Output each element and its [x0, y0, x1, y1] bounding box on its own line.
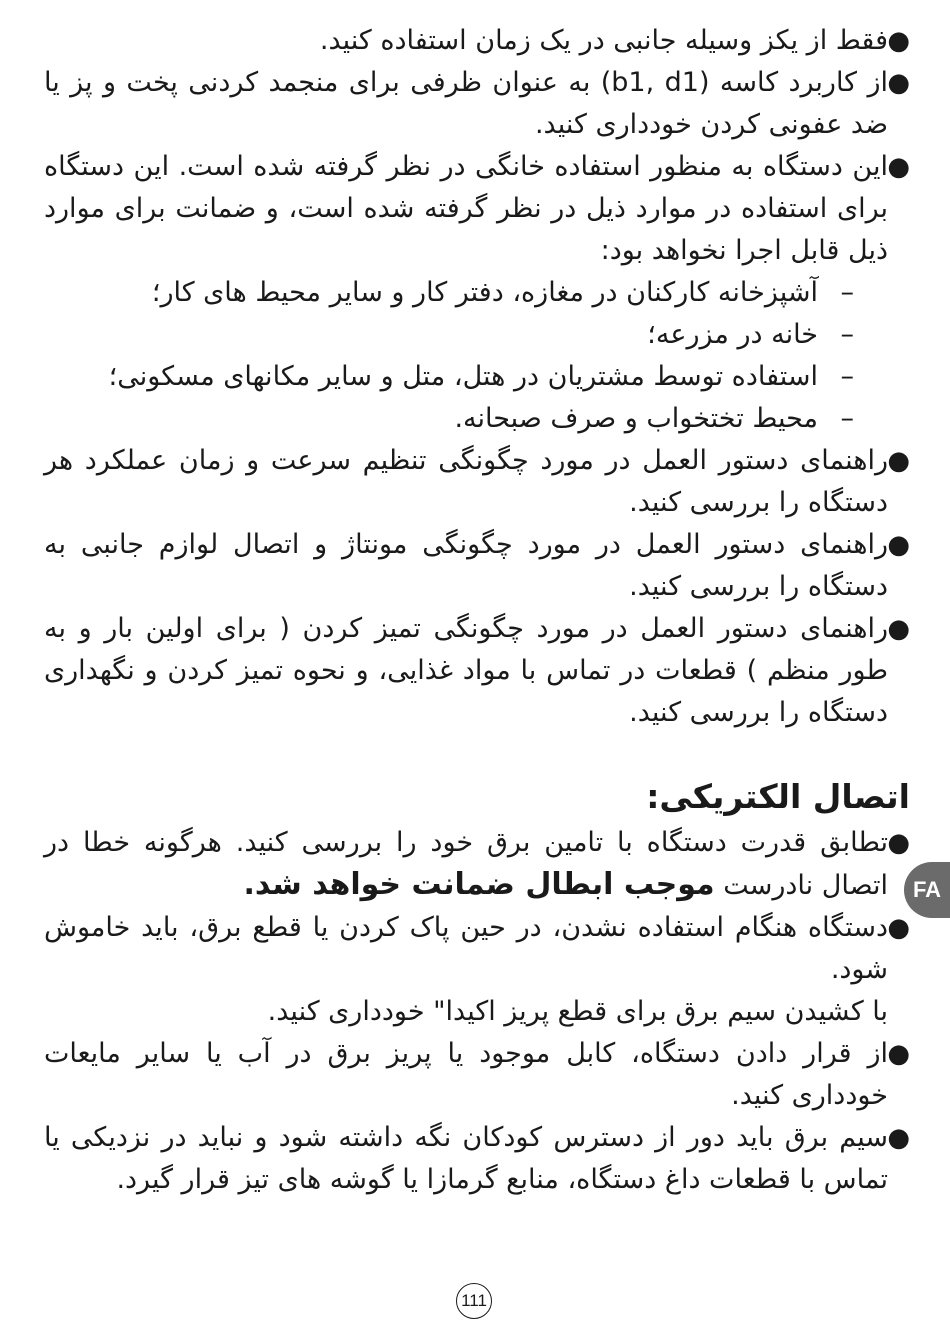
- electrical-item-text: دستگاه هنگام استفاده نشدن، در حین پاک کردن یا قطع برق، باید خاموش شود.: [44, 912, 888, 985]
- language-tab: FA: [904, 862, 950, 918]
- list-item: [44, 62, 910, 146]
- list-item: [44, 822, 910, 907]
- usage-sub-list: [44, 272, 910, 440]
- electrical-item-continuation: با کشیدن سیم برق برای قطع پریز اکیدا" خودداری کنید.: [267, 996, 888, 1027]
- bullet-icon: ●: [887, 614, 910, 644]
- list-item: [44, 146, 910, 272]
- bullet-icon: ●: [887, 1039, 910, 1069]
- section-title-electrical: اتصال الکتریکی:: [646, 777, 910, 816]
- sub-item-text: استفاده توسط مشتریان در هتل، متل و سایر مکانهای مسکونی؛: [108, 361, 818, 392]
- sub-item-text: آشپزخانه کارکنان در مغازه، دفتر کار و سایر محیط های کار؛: [151, 277, 818, 308]
- sub-list-item: [44, 314, 854, 356]
- electrical-item-text: سیم برق باید دور از دسترس کودکان نگه داشته شود و نباید در نزدیکی یا تماس با قطعات داغ دستگاه، منابع گرمازا یا گوشه های تیز قرار گیرد.: [44, 1122, 888, 1195]
- sub-list-item: [44, 272, 854, 314]
- page-number: 111: [456, 1283, 492, 1319]
- bullet-icon: ●: [887, 828, 910, 858]
- dash-marker: –: [840, 277, 854, 308]
- list-item: [44, 1117, 910, 1201]
- list-item: [44, 907, 910, 991]
- dash-marker: –: [840, 403, 854, 434]
- manual-item-text: راهنمای دستور العمل در مورد چگونگی تمیز کردن ( برای اولین بار و به طور منظم ) قطعات در تماس با مواد غذایی، و نحوه تمیز کردن و نگهداری دستگاه را بررسی کنید.: [44, 613, 888, 728]
- section-spacer: [44, 734, 910, 774]
- dash-marker: –: [840, 361, 854, 392]
- bullet-icon: ●: [887, 446, 910, 476]
- safety-item-text: فقط از یکز وسیله جانبی در یک زمان استفاده کنید.: [319, 25, 888, 56]
- safety-item-text: از کاربرد کاسه (b1, d1) به عنوان ظرفی برای منجمد کردنی پخت و پز یا ضد عفونی کردن خودداری کنید.: [44, 67, 888, 140]
- bullet-icon: ●: [887, 152, 910, 182]
- list-item: [44, 608, 910, 734]
- dash-marker: –: [840, 319, 854, 350]
- list-item: [44, 20, 910, 62]
- electrical-item-text: از قرار دادن دستگاه، کابل موجود یا پریز برق در آب یا سایر مایعات خودداری کنید.: [44, 1038, 888, 1111]
- list-item: [44, 440, 910, 524]
- manual-item-text: راهنمای دستور العمل در مورد چگونگی مونتاژ و اتصال لوازم جانبی به دستگاه را بررسی کنید.: [44, 529, 888, 602]
- safety-item-text: این دستگاه به منظور استفاده خانگی در نظر گرفته شده است. این دستگاه برای استفاده در موارد ذیل در نظر گرفته شده است، و ضمانت برای موارد ذیل قابل اجرا نخواهد بود:: [44, 151, 888, 266]
- list-item: [44, 1033, 910, 1117]
- list-item: [44, 524, 910, 608]
- warranty-void-warning: موجب ابطال ضمانت خواهد شد.: [243, 867, 715, 902]
- electrical-item-text: تطابق قدرت دستگاه با تامین برق خود را بررسی کنید. هرگونه خطا در اتصال نادرست: [44, 827, 888, 901]
- manual-item-text: راهنمای دستور العمل در مورد چگونگی تنظیم سرعت و زمان عملکرد هر دستگاه را بررسی کنید.: [44, 445, 888, 518]
- bullet-icon: ●: [887, 26, 910, 56]
- bullet-icon: ●: [887, 530, 910, 560]
- bullet-icon: ●: [887, 68, 910, 98]
- manual-page-body: [44, 20, 910, 1201]
- sub-item-text: خانه در مزرعه؛: [647, 319, 818, 350]
- sub-item-text: محیط تختخواب و صرف صبحانه.: [454, 403, 818, 434]
- sub-list-item: [44, 398, 854, 440]
- sub-list-item: [44, 356, 854, 398]
- bullet-icon: ●: [887, 1123, 910, 1153]
- bullet-icon: ●: [887, 913, 910, 943]
